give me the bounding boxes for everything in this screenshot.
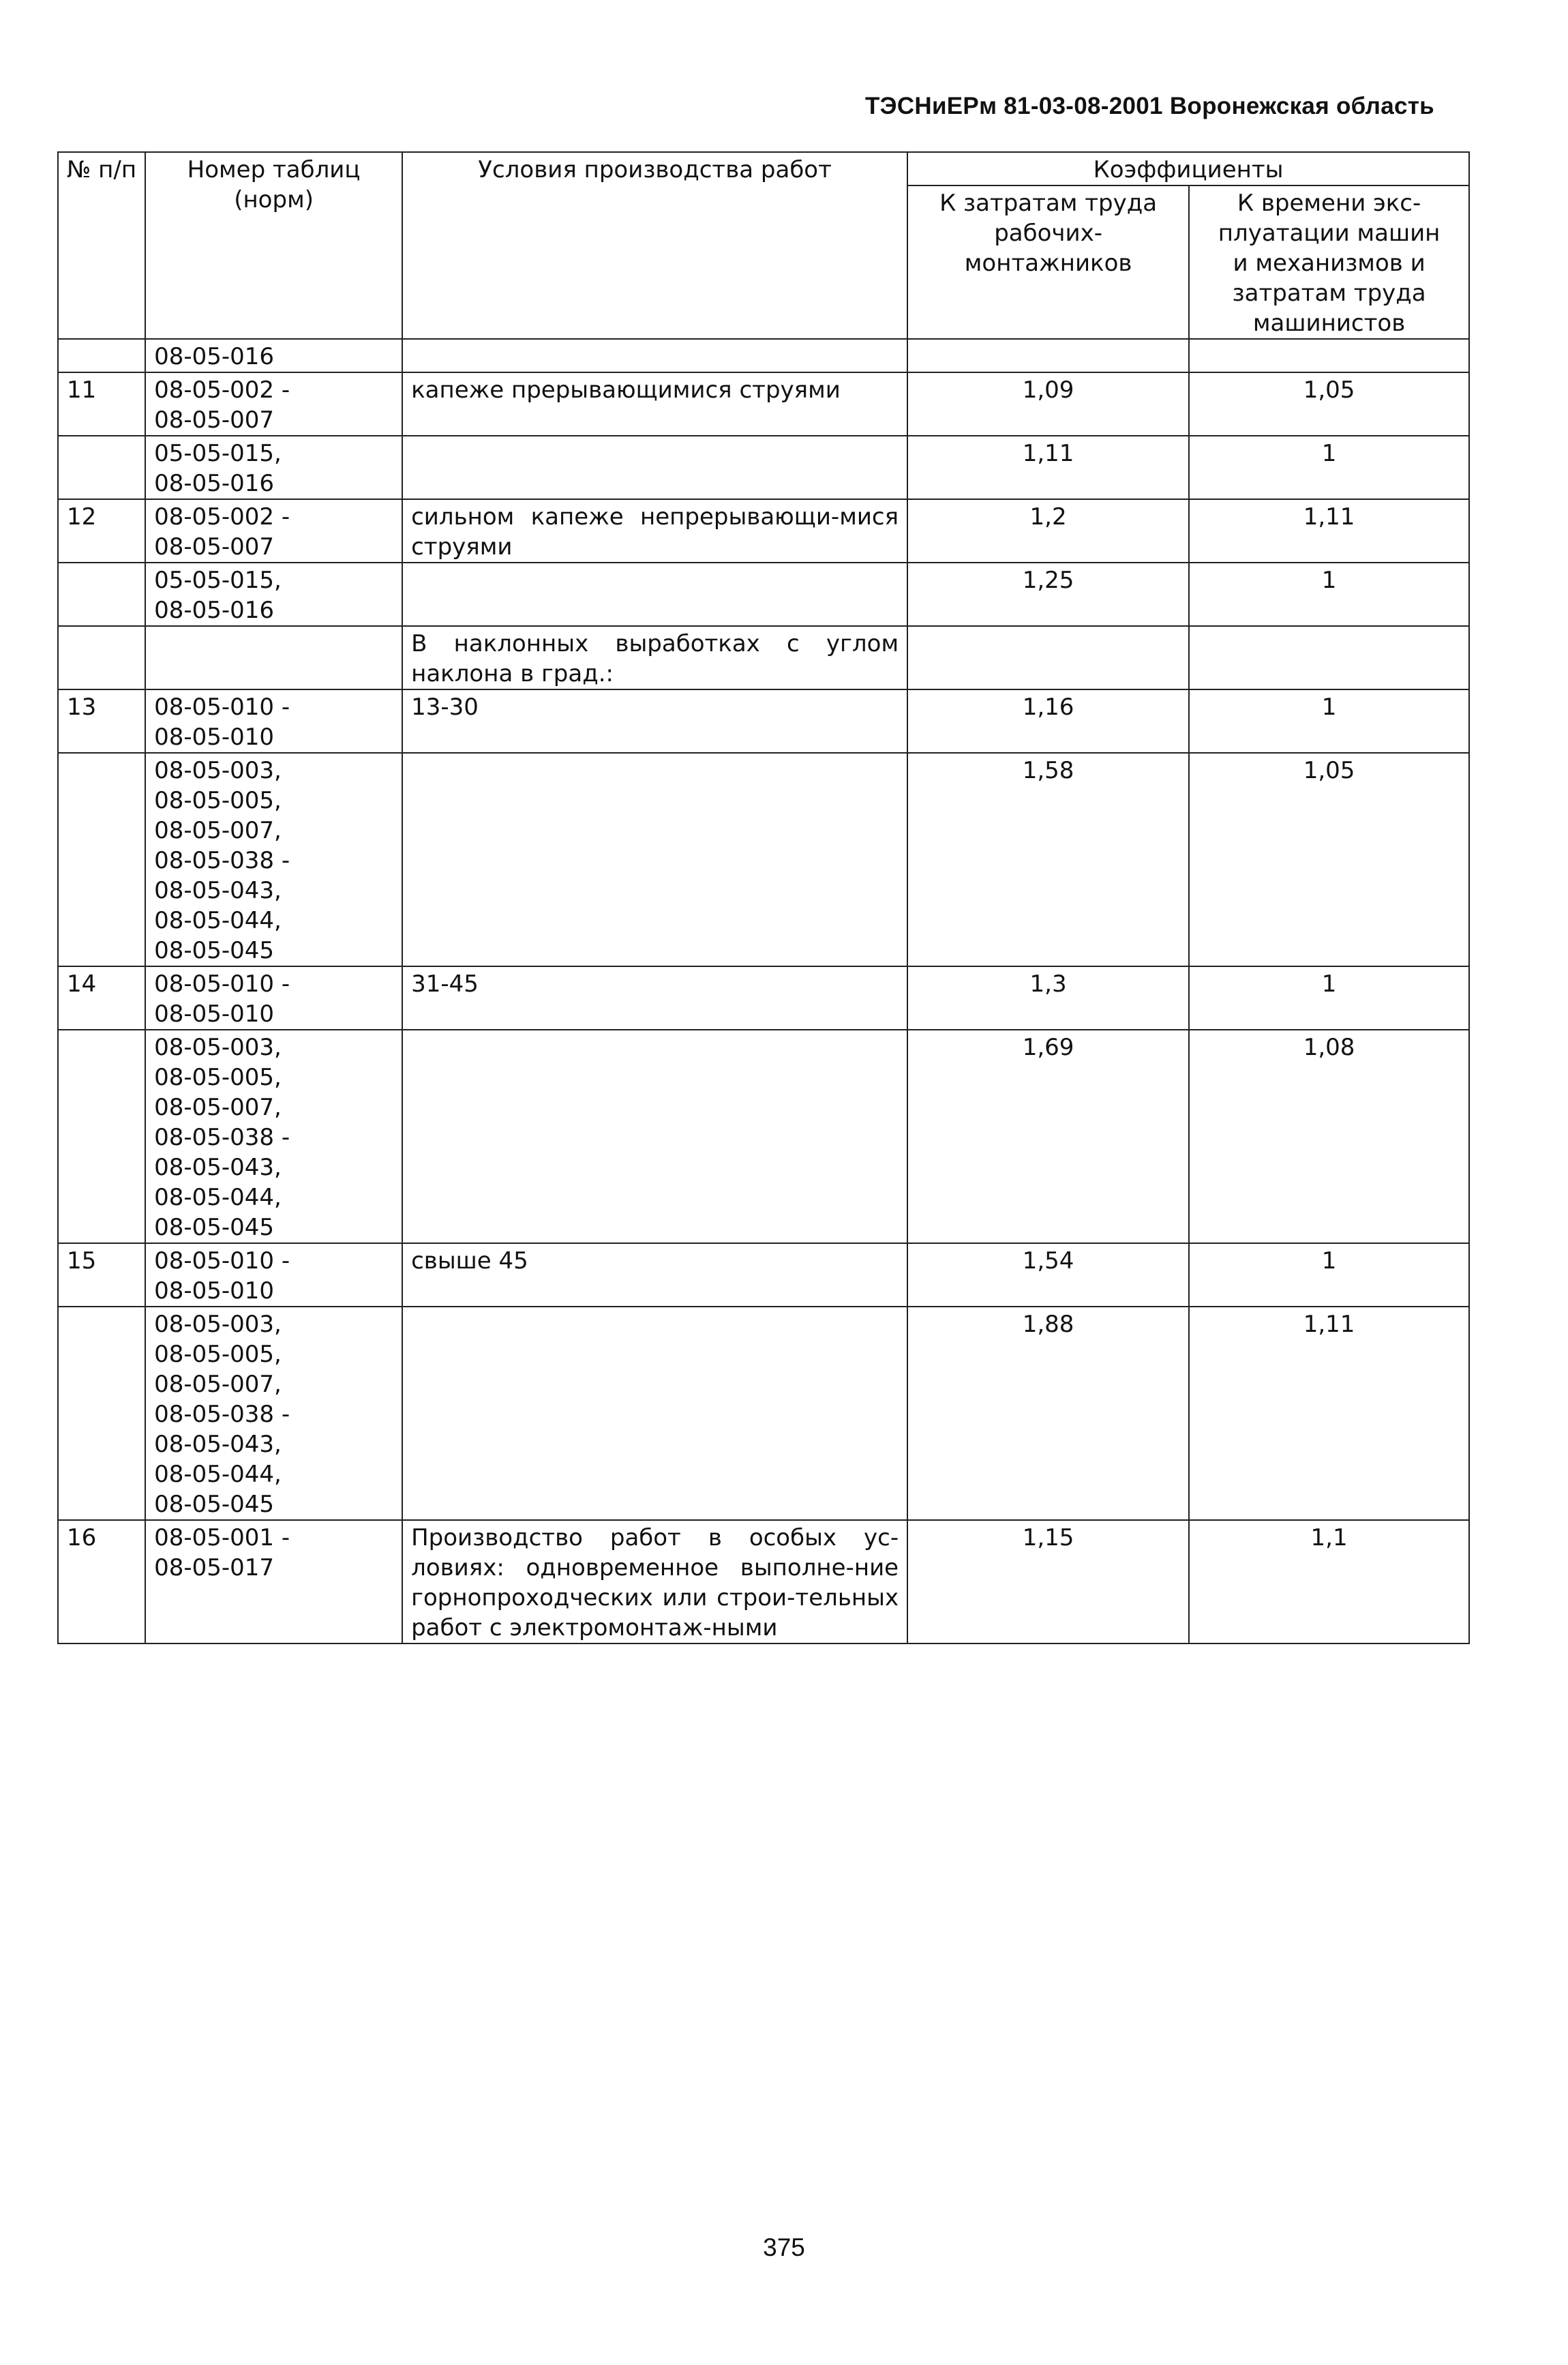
row-labor (907, 339, 1189, 372)
row-conditions: Производство работ в особых ус-ловиях: одновременное выполне-ние горнопроходческих или строи-тельных работ с электромонтаж-ными (402, 1520, 907, 1643)
table-row (58, 966, 1469, 1030)
row-num (58, 626, 145, 689)
row-tables: 08-05-010 - 08-05-010 (145, 1243, 402, 1307)
table-row (58, 1243, 1469, 1307)
row-machines: 1 (1189, 1243, 1469, 1307)
table-row (58, 626, 1469, 689)
row-machines: 1,1 (1189, 1520, 1469, 1643)
row-labor: 1,69 (907, 1030, 1189, 1243)
row-labor: 1,58 (907, 753, 1189, 966)
table-row (58, 1030, 1469, 1243)
row-tables: 05-05-015, 08-05-016 (145, 436, 402, 499)
header-tables: Номер таблиц (норм) (145, 152, 402, 339)
row-conditions: капеже прерывающимися струями (402, 372, 907, 436)
row-tables: 08-05-001 - 08-05-017 (145, 1520, 402, 1643)
row-machines: 1 (1189, 563, 1469, 626)
row-machines (1189, 339, 1469, 372)
header-conditions: Условия производства работ (402, 152, 907, 339)
table-row (58, 339, 1469, 372)
row-tables (145, 626, 402, 689)
row-conditions (402, 753, 907, 966)
row-machines: 1,05 (1189, 753, 1469, 966)
row-conditions (402, 1030, 907, 1243)
row-labor: 1,09 (907, 372, 1189, 436)
row-num (58, 1307, 145, 1520)
row-conditions: В наклонных выработках с углом наклона в град.: (402, 626, 907, 689)
row-conditions (402, 1307, 907, 1520)
row-labor: 1,88 (907, 1307, 1189, 1520)
row-machines (1189, 626, 1469, 689)
row-num: 11 (58, 372, 145, 436)
row-machines: 1,08 (1189, 1030, 1469, 1243)
row-machines: 1,05 (1189, 372, 1469, 436)
row-labor: 1,16 (907, 689, 1189, 753)
table-row (58, 689, 1469, 753)
document-header: ТЭСНиЕРм 81-03-08-2001 Воронежская область (864, 93, 1434, 119)
row-tables: 08-05-002 - 08-05-007 (145, 372, 402, 436)
table-row (58, 753, 1469, 966)
row-tables: 08-05-003, 08-05-005, 08-05-007, 08-05-038 - 08-05-043, 08-05-044, 08-05-045 (145, 1030, 402, 1243)
row-num: 15 (58, 1243, 145, 1307)
row-conditions: 13-30 (402, 689, 907, 753)
table-row (58, 372, 1469, 436)
row-tables: 08-05-010 - 08-05-010 (145, 966, 402, 1030)
table-header-row (58, 152, 1469, 185)
row-num (58, 1030, 145, 1243)
row-num: 12 (58, 499, 145, 563)
table-row (58, 563, 1469, 626)
row-num: 16 (58, 1520, 145, 1643)
row-conditions: сильном капеже непрерывающи-мися струями (402, 499, 907, 563)
row-tables: 08-05-003, 08-05-005, 08-05-007, 08-05-038 - 08-05-043, 08-05-044, 08-05-045 (145, 753, 402, 966)
coefficients-table (57, 151, 1470, 1644)
table-row (58, 499, 1469, 563)
row-machines: 1 (1189, 966, 1469, 1030)
table-row (58, 436, 1469, 499)
row-labor: 1,15 (907, 1520, 1189, 1643)
row-labor: 1,3 (907, 966, 1189, 1030)
row-conditions: свыше 45 (402, 1243, 907, 1307)
page-number: 375 (763, 2233, 805, 2261)
row-machines: 1 (1189, 689, 1469, 753)
row-machines: 1 (1189, 436, 1469, 499)
row-num (58, 436, 145, 499)
header-num: № п/п (58, 152, 145, 339)
header-machines: К времени экс- плуатации машин и механизмов и затратам труда машинистов (1189, 185, 1469, 339)
row-machines: 1,11 (1189, 499, 1469, 563)
header-coefficients: Коэффициенты (907, 152, 1469, 185)
row-tables: 08-05-016 (145, 339, 402, 372)
row-conditions (402, 339, 907, 372)
row-labor (907, 626, 1189, 689)
row-tables: 05-05-015, 08-05-016 (145, 563, 402, 626)
row-num (58, 753, 145, 966)
row-tables: 08-05-010 - 08-05-010 (145, 689, 402, 753)
row-conditions (402, 563, 907, 626)
row-num: 14 (58, 966, 145, 1030)
row-num (58, 563, 145, 626)
row-tables: 08-05-003, 08-05-005, 08-05-007, 08-05-038 - 08-05-043, 08-05-044, 08-05-045 (145, 1307, 402, 1520)
row-labor: 1,11 (907, 436, 1189, 499)
row-machines: 1,11 (1189, 1307, 1469, 1520)
row-num (58, 339, 145, 372)
row-labor: 1,25 (907, 563, 1189, 626)
table-row (58, 1307, 1469, 1520)
row-labor: 1,54 (907, 1243, 1189, 1307)
row-conditions (402, 436, 907, 499)
row-labor: 1,2 (907, 499, 1189, 563)
row-num: 13 (58, 689, 145, 753)
row-conditions: 31-45 (402, 966, 907, 1030)
header-labor: К затратам труда рабочих- монтажников (907, 185, 1189, 339)
table-row (58, 1520, 1469, 1643)
row-tables: 08-05-002 - 08-05-007 (145, 499, 402, 563)
